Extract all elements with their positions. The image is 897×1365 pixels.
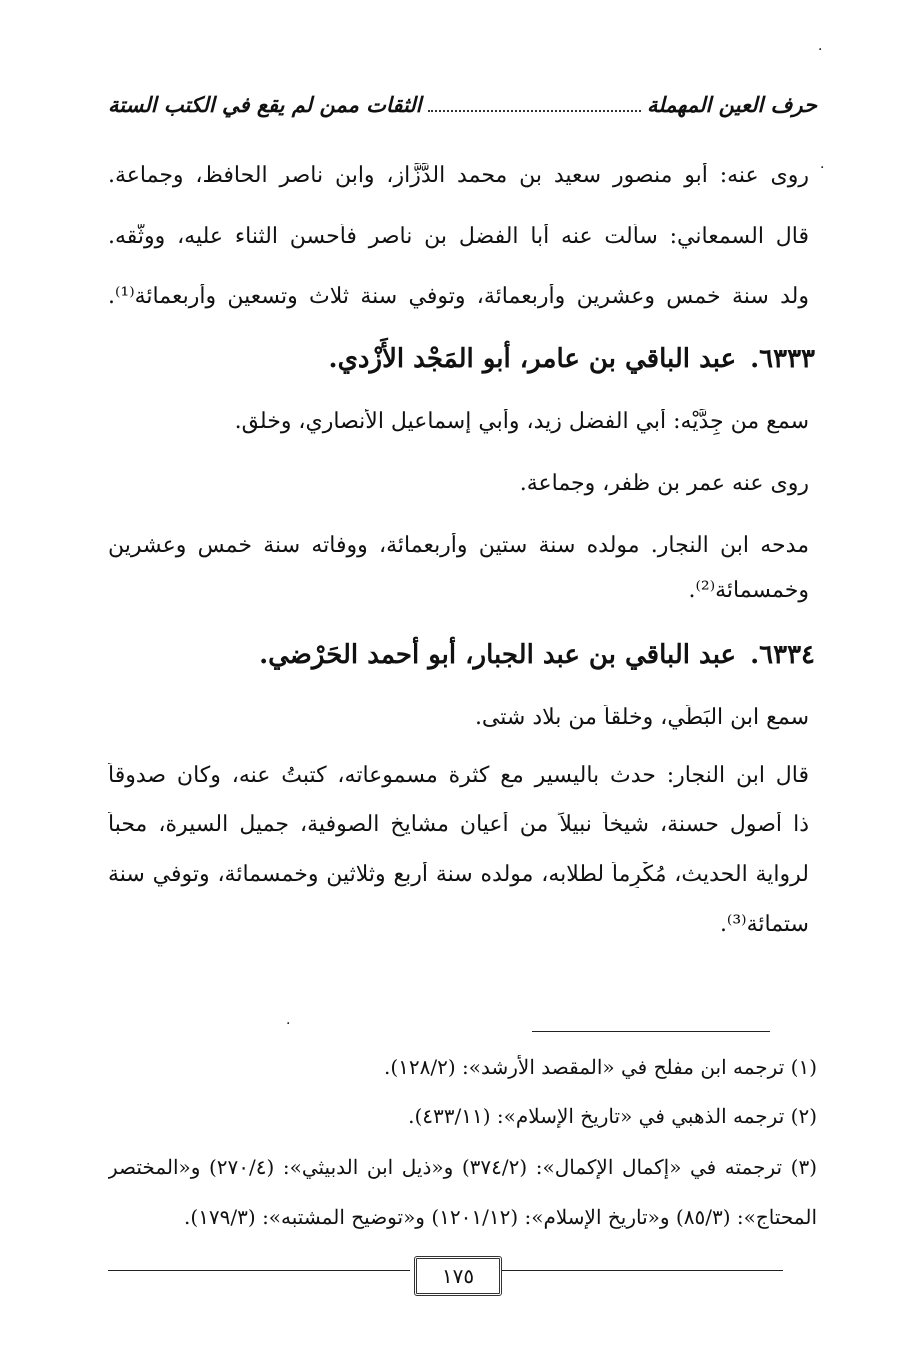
header-chapter: حرف العين المهملة [646,92,817,117]
footnote: (١) ترجمه ابن مفلح في «المقصد الأرشد»: (١٢٨/٢). [383,1055,817,1079]
scan-speck: · [818,42,823,58]
entry-line: ستمائة⁽³⁾. [719,912,809,937]
entry-heading-6334 [259,640,815,671]
entry-line: قال ابن النجار: حدث باليسير مع كثرة مسموعاته، كتبتُ عنه، وكان صدوقاً [108,763,809,788]
entry-line: روى عنه عمر بن ظفر، وجماعة. [519,471,809,496]
header-dots [428,110,641,112]
entry-line: لرواية الحديث، مُكْرِماً لطلابه، مولده سنة أربع وثلاثين وخمسمائة، وتوفي سنة [108,862,809,887]
footnote: المحتاج»: (٨٥/٣) و«تاريخ الإسلام»: (١٢٠١/١٢) و«توضيح المشتبه»: (١٧٩/٣). [184,1205,817,1229]
body-line: ولد سنة خمس وعشرين وأربعمائة، وتوفي سنة ثلاث وتسعين وأربعمائة⁽¹⁾. [108,284,809,309]
footnote: (٢) ترجمه الذهبي في «تاريخ الإسلام»: (٤٣٣/١١). [408,1104,817,1128]
entry-line: سمع ابن البَطِّي، وخلقاً من بلاد شتى. [474,705,809,730]
entry-title: عبد الباقي بن عامر، أبو المَجْد الأَزْدي. [328,344,737,374]
entry-heading-6333 [300,344,815,375]
footnote: (٣) ترجمته في «إكمال الإكمال»: (٣٧٤/٢) و«ذيل ابن الدبيثي»: (٢٧٠/٤) و«المختصر [108,1155,817,1179]
entry-number: ٦٣٣٤. [750,640,815,670]
header-section: الثقات ممن لم يقع في الكتب الستة [108,92,422,117]
footnote-separator [532,1031,770,1032]
body-line: قال السمعاني: سألت عنه أبا الفضل بن ناصر فأحسن الثناء عليه، ووثَّقه. [108,224,809,249]
footer-rule-right [498,1270,783,1271]
entry-line: وخمسمائة⁽²⁾. [688,578,809,603]
body-line: روى عنه: أبو منصور سعيد بن محمد الدَّزَّاز، وابن ناصر الحافظ، وجماعة. [108,163,809,188]
entry-line: مدحه ابن النجار. مولده سنة ستين وأربعمائة، ووفاته سنة خمس وعشرين [108,533,809,558]
scan-speck: · [820,160,825,176]
entry-number: ٦٣٣٣. [750,344,815,374]
footer-rule-left [108,1270,410,1271]
running-header [108,92,817,117]
page-number: ١٧٥ [414,1256,502,1296]
entry-title: عبد الباقي بن عبد الجبار، أبو أحمد الحَرْضي. [259,640,737,670]
entry-line: ذا أصول حسنة، شيخاً نبيلاً من أعيان مشايخ الصوفية، جميل السيرة، محباً [108,812,809,837]
scan-speck: · [286,1016,291,1032]
entry-line: سمع من جِدَّيْه: أبي الفضل زيد، وأبي إسماعيل الأنصاري، وخلق. [234,409,809,434]
